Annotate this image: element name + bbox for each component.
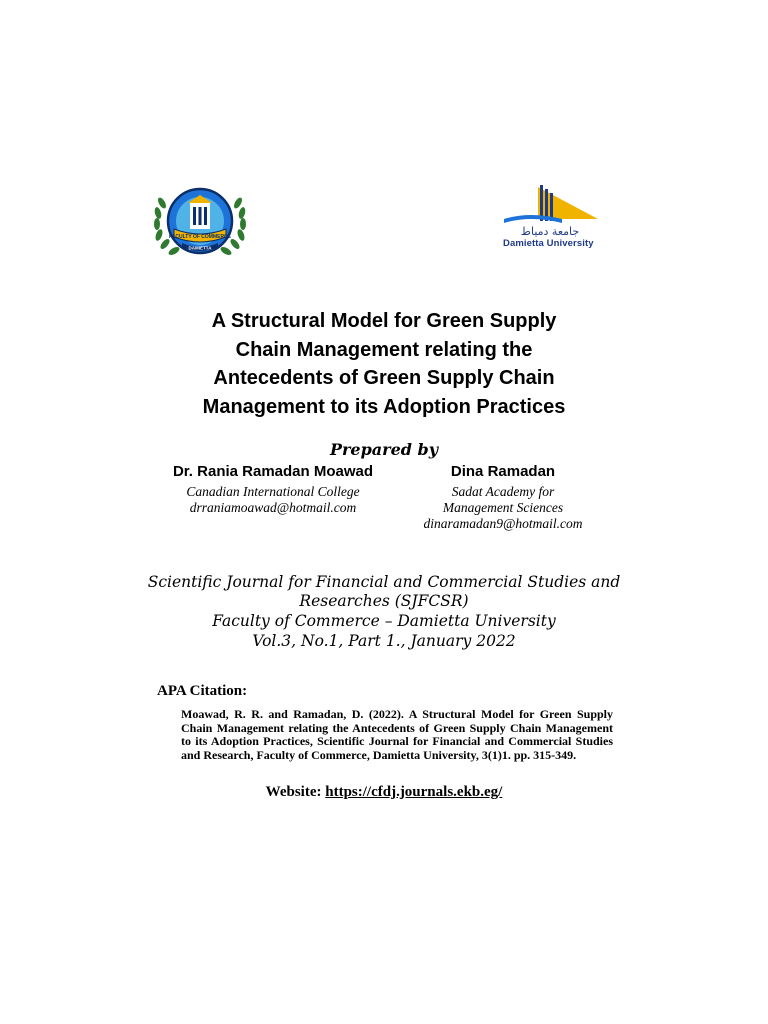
author-2-name: Dina Ramadan <box>450 463 556 480</box>
journal-line-4: Vol.3, No.1, Part 1., January 2022 <box>252 632 516 650</box>
apa-citation-text: Moawad, R. R. and Ramadan, D. (2022). A Structural Model for Green Supply Chain Management relating the Antecedents of Green Supply Chain Management to its Adoption Practices, Scientific Journal for Financial and Commercial Studies and Research, Faculty of Commerce, Damietta University, 3(1)1. pp. 315-349. <box>181 707 613 762</box>
prepared-by-heading: Prepared by <box>329 440 439 459</box>
journal-line-2: Researches (SJFCSR) <box>299 592 469 610</box>
journal-line-3: Faculty of Commerce – Damietta University <box>212 612 556 630</box>
author-2-institution-line-2: Management Sciences <box>442 500 564 515</box>
title-line-1: A Structural Model for Green Supply <box>211 310 557 332</box>
title-line-4: Management to its Adoption Practices <box>202 395 566 418</box>
journal-line-1: Scientific Journal for Financial and Commercial Studies and <box>147 573 621 591</box>
website-line <box>0 784 768 801</box>
apa-citation-heading: APA Citation: <box>157 683 248 699</box>
paper-title <box>120 307 648 421</box>
author-2-email[interactable]: dinaramadan9@hotmail.com <box>423 516 583 531</box>
author-1-name: Dr. Rania Ramadan Moawad <box>172 463 374 480</box>
title-line-2: Chain Management relating the <box>235 338 533 361</box>
svg-text:FACULTY OF COMMERCE: FACULTY OF COMMERCE <box>168 234 232 240</box>
damietta-university-label: Damietta University <box>503 238 594 249</box>
faculty-of-commerce-logo <box>152 183 248 259</box>
svg-text:DAMIETTA: DAMIETTA <box>188 245 212 251</box>
svg-text:جامعة دمياط: جامعة دمياط <box>520 225 580 238</box>
author-1-institution: Canadian International College <box>186 484 360 499</box>
website-label: Website: <box>265 784 322 800</box>
title-line-3: Antecedents of Green Supply Chain <box>213 367 555 389</box>
author-2-institution-line-1: Sadat Academy for <box>451 484 555 499</box>
author-1-email[interactable]: drraniamoawad@hotmail.com <box>189 500 357 515</box>
website-link[interactable]: https://cfdj.journals.ekb.eg/ <box>325 784 503 800</box>
